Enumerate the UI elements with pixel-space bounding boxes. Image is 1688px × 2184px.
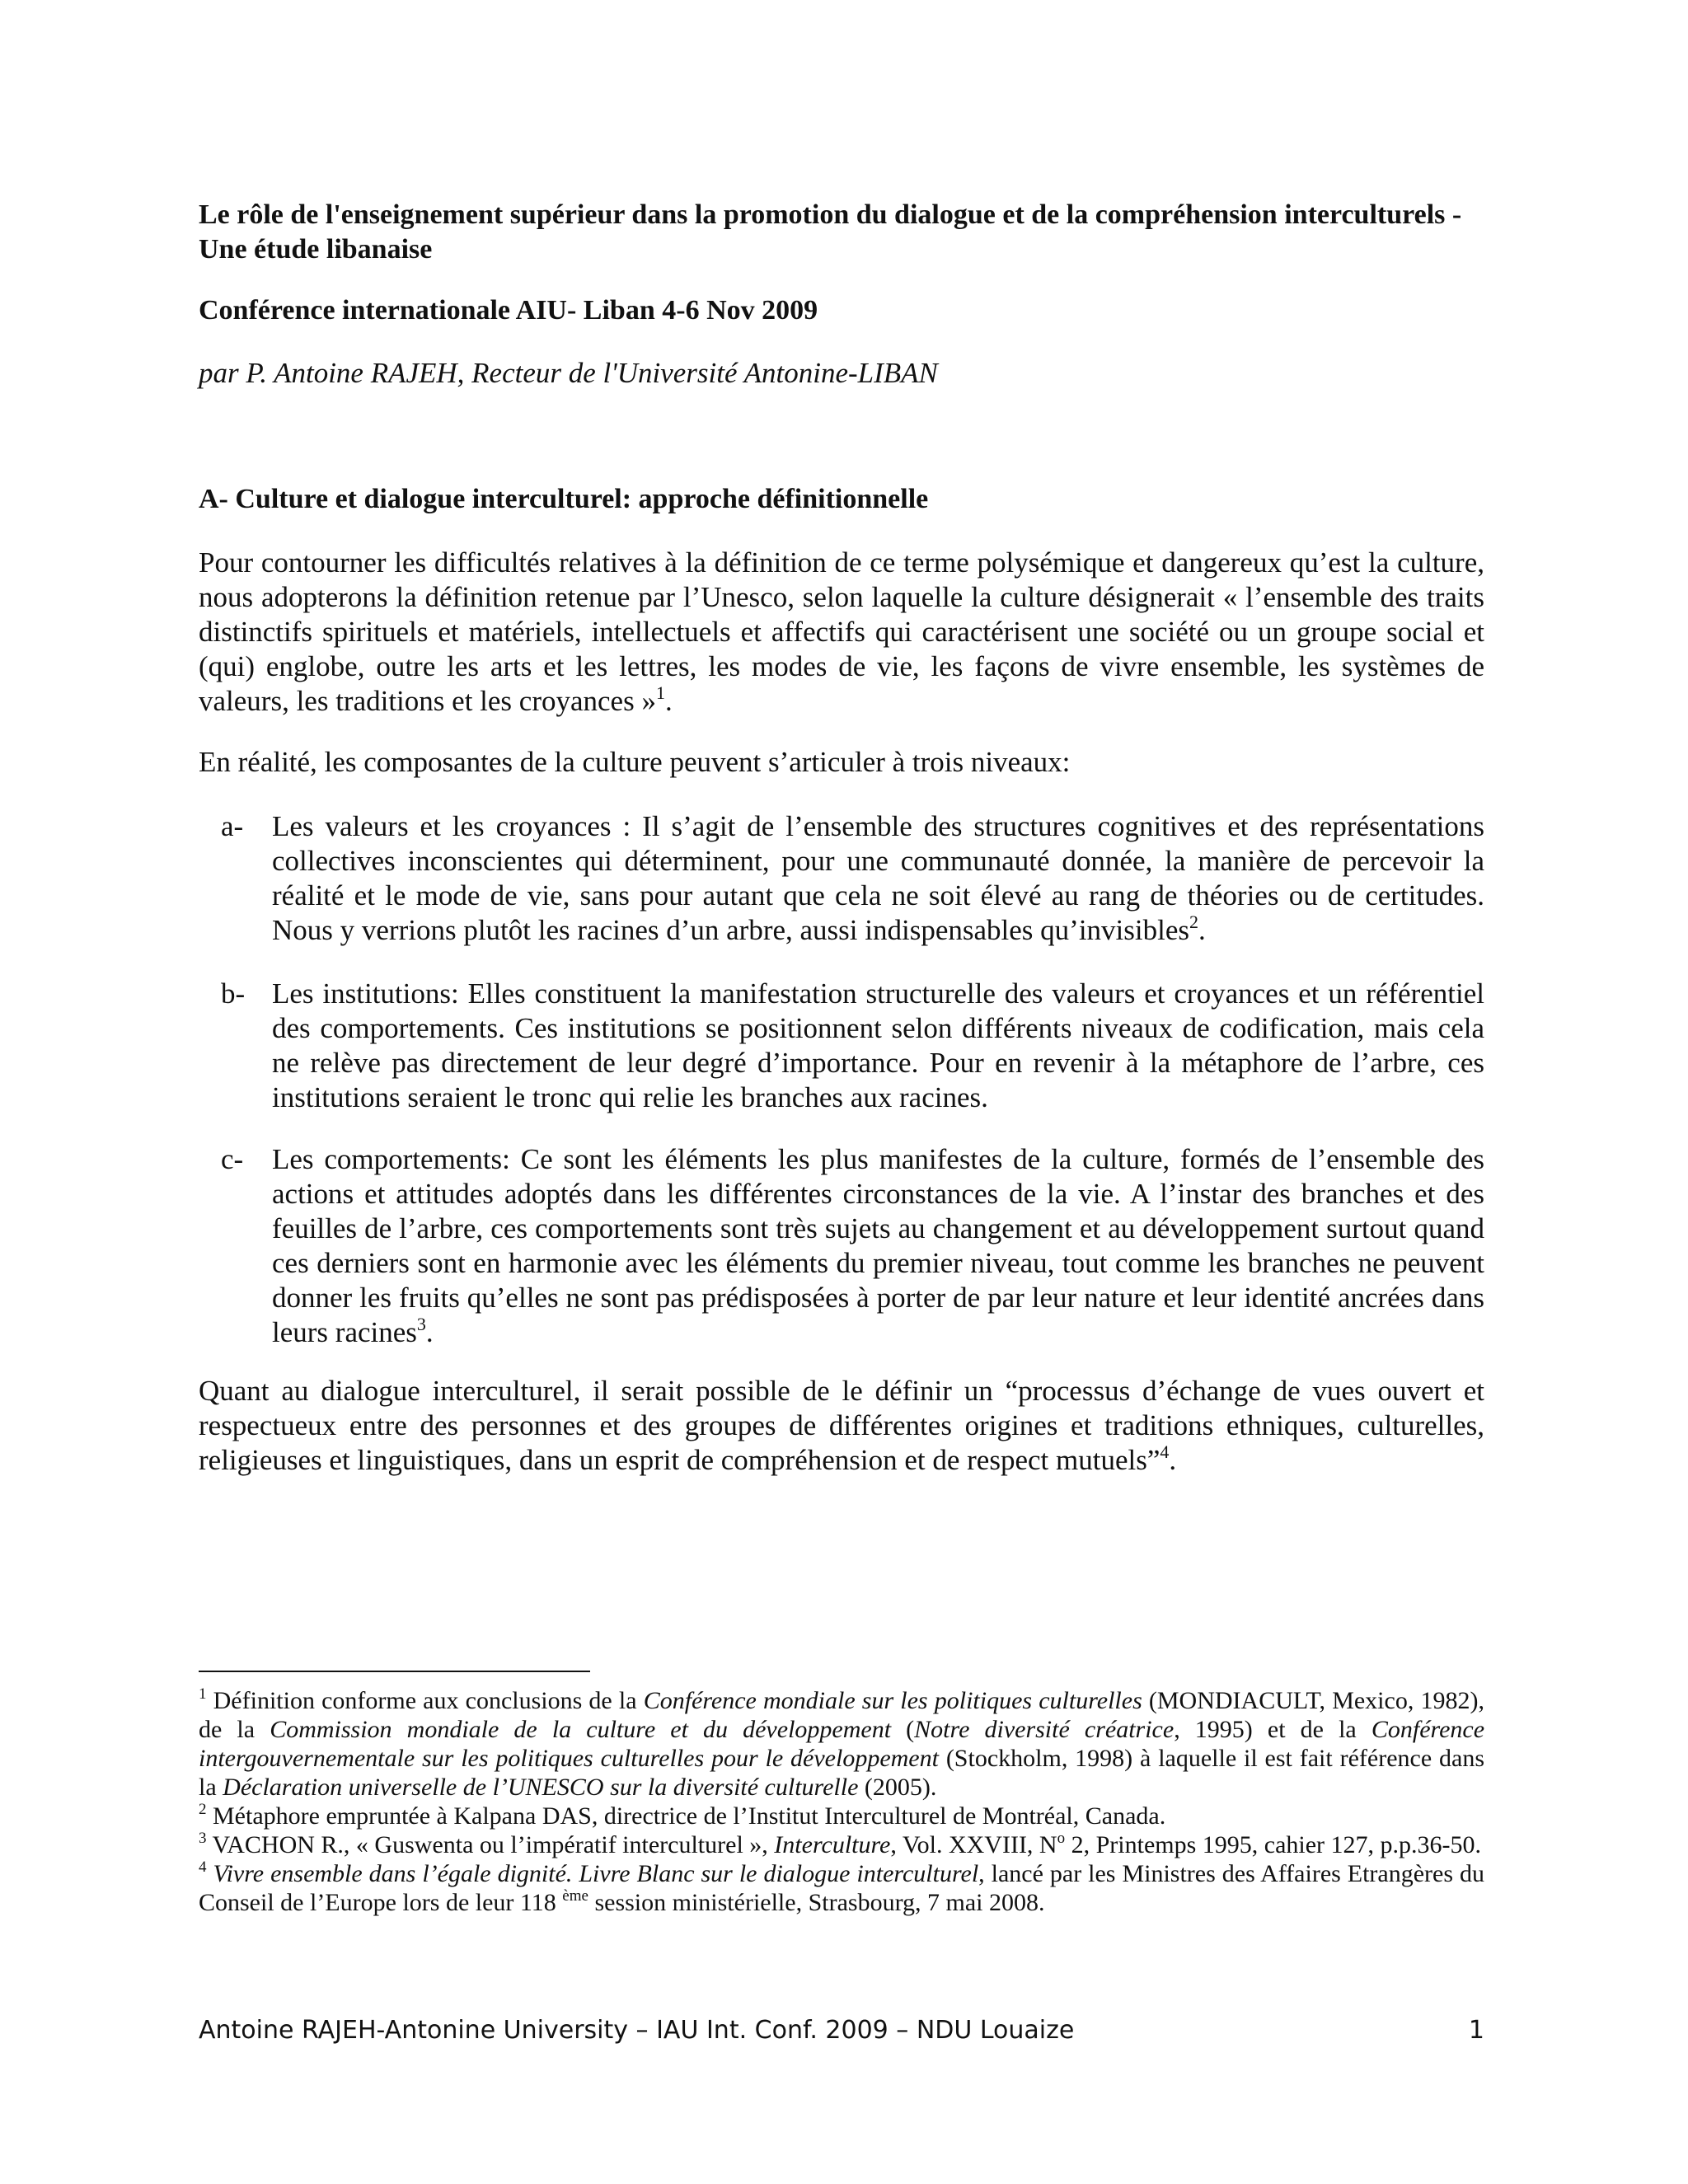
footnote-separator	[199, 1671, 590, 1672]
list-marker: b-	[221, 977, 246, 1010]
footnote-ref[interactable]: 3	[416, 1314, 426, 1334]
footnote-text: , lancé par les Ministres des Affaires Etrangères du Conseil de l’Europe lors de leur 118	[199, 1860, 1485, 1916]
footnote-4	[199, 1859, 1484, 1917]
list-marker: c-	[221, 1143, 244, 1175]
footnote-italic: Interculture	[774, 1831, 891, 1858]
page-number: 1	[1468, 2016, 1484, 2045]
footnote-text: 2, Printemps 1995, cahier 127, p.p.36-50.	[1065, 1831, 1482, 1858]
footnote-ref[interactable]: 2	[1189, 912, 1198, 932]
footnote-number: 4	[199, 1858, 207, 1876]
footnote-text: , Vol. XXVIII, N	[890, 1831, 1057, 1858]
author-line: par P. Antoine RAJEH, Recteur de l'Université Antonine-LIBAN	[199, 357, 938, 389]
footnote-superscript: ème	[562, 1887, 588, 1905]
paragraph-text: Pour contourner les difficultés relatives à la définition de ce terme polysémique et dangereux qu’est la culture, nous adopterons la définition retenue par l’Unesco, selon laquelle la culture désignerait « l’ensemble des traits distinctifs spirituels et matériels, intellectuels et affectifs qui caractérisent une société ou un groupe social et (qui) englobe, outre les arts et les lettres, les modes de vie, les façons de vivre ensemble, les systèmes de valeurs, les traditions et les croyances »	[199, 546, 1484, 717]
footer-text: Antoine RAJEH-Antonine University – IAU Int. Conf. 2009 – NDU Louaize	[199, 2016, 1075, 2045]
list-marker: a-	[221, 810, 244, 842]
footnote-3	[199, 1830, 1484, 1859]
footnote-italic: Conférence mondiale sur les politiques culturelles	[643, 1687, 1142, 1714]
list-item-text	[272, 1142, 1484, 1350]
footnote-number: 3	[199, 1830, 207, 1847]
list-item-text	[272, 809, 1484, 948]
paragraph-end: .	[1169, 1444, 1177, 1476]
footnote-text: Définition conforme aux conclusions de la	[206, 1687, 644, 1714]
footnote-italic: Commission mondiale de la culture et du développement	[270, 1716, 892, 1743]
footnote-1	[199, 1686, 1484, 1802]
footnote-italic: Notre diversité créatrice	[914, 1716, 1175, 1743]
footnote-number: 1	[199, 1685, 207, 1703]
footnote-2	[199, 1802, 1484, 1830]
list-item-end: .	[425, 1316, 434, 1348]
footnote-text: (2005).	[858, 1774, 937, 1801]
paragraph-levels-intro: En réalité, les composantes de la culture peuvent s’articuler à trois niveaux:	[199, 746, 1071, 778]
conference-line: Conférence internationale AIU- Liban 4-6 Nov 2009	[199, 295, 818, 326]
section-heading: A- Culture et dialogue interculturel: approche définitionnelle	[199, 484, 929, 514]
footnote-italic: Déclaration universelle de l’UNESCO sur la diversité culturelle	[223, 1774, 859, 1801]
list-item-text	[272, 977, 1484, 1115]
footnote-italic: Vivre ensemble dans l’égale dignité. Livre Blanc sur le dialogue interculturel	[213, 1860, 979, 1887]
footnote-text: Métaphore empruntée à Kalpana DAS, directrice de l’Institut Interculturel de Montréal, Canada.	[206, 1802, 1166, 1830]
paragraph-text: Quant au dialogue interculturel, il serait possible de le définir un “processus d’échange de vues ouvert et respectueux entre des personnes et des groupes de différentes origines et traditions ethniques, culturelles, religieuses et linguistiques, dans un esprit de compréhension et de respect mutuels”	[199, 1375, 1484, 1476]
footnote-italic: Conférence intergouvernementale sur les politiques culturelles pour le développement	[199, 1716, 1485, 1772]
list-item-body: Les comportements: Ce sont les éléments les plus manifestes de la culture, formés de l’ensemble des actions et attitudes adoptés dans les différentes circonstances de la vie. A l’instar des branches et des feuilles de l’arbre, ces comportements sont très sujets au changement et au développement surtout quand ces derniers sont en harmonie avec les éléments du premier niveau, tout comme les branches ne peuvent donner les fruits qu’elles ne sont pas prédisposées à porter de par leur nature et leur identité ancrées dans leurs racines	[272, 1143, 1484, 1348]
footnote-ref[interactable]: 4	[1160, 1441, 1170, 1462]
footnote-text: (MONDIACULT, Mexico, 1982), de la	[199, 1687, 1484, 1743]
list-item-end: .	[1198, 914, 1206, 946]
paragraph-end: .	[664, 685, 673, 717]
document-title: Le rôle de l'enseignement supérieur dans la promotion du dialogue et de la compréhension interculturels - Une étude libanaise	[199, 199, 1462, 265]
footnote-text: (Stockholm, 1998) à laquelle il est fait référence dans la	[199, 1745, 1484, 1801]
footnotes	[199, 1686, 1484, 1917]
footnote-number: 2	[199, 1801, 207, 1818]
list-item-body: Les institutions: Elles constituent la manifestation structurelle des valeurs et croyances et un référentiel des comportements. Ces institutions se positionnent selon différents niveaux de codification, mais cela ne relève pas directement de leur degré d’importance. Pour en revenir à la métaphore de l’arbre, ces institutions seraient le tronc qui relie les branches aux racines.	[272, 977, 1484, 1113]
list-item-body: Les valeurs et les croyances : Il s’agit de l’ensemble des structures cognitives et des représentations collectives inconscientes qui déterminent, pour une communauté donnée, la manière de percevoir la réalité et le mode de vie, sans pour autant que cela ne soit élevé au rang de théories ou de certitudes. Nous y verrions plutôt les racines d’un arbre, aussi indispensables qu’invisibles	[272, 810, 1484, 946]
footnote-text: (	[891, 1716, 915, 1743]
paragraph-dialogue-definition	[199, 1374, 1484, 1478]
footnote-superscript: o	[1057, 1830, 1066, 1847]
paragraph-culture-definition	[199, 546, 1484, 719]
footnote-text: session ministérielle, Strasbourg, 7 mai 2008.	[588, 1889, 1045, 1916]
footnote-ref[interactable]: 1	[655, 682, 665, 703]
footnote-text: , 1995) et de la	[1174, 1716, 1372, 1743]
footnote-text: VACHON R., « Guswenta ou l’impératif interculturel »,	[206, 1831, 775, 1858]
